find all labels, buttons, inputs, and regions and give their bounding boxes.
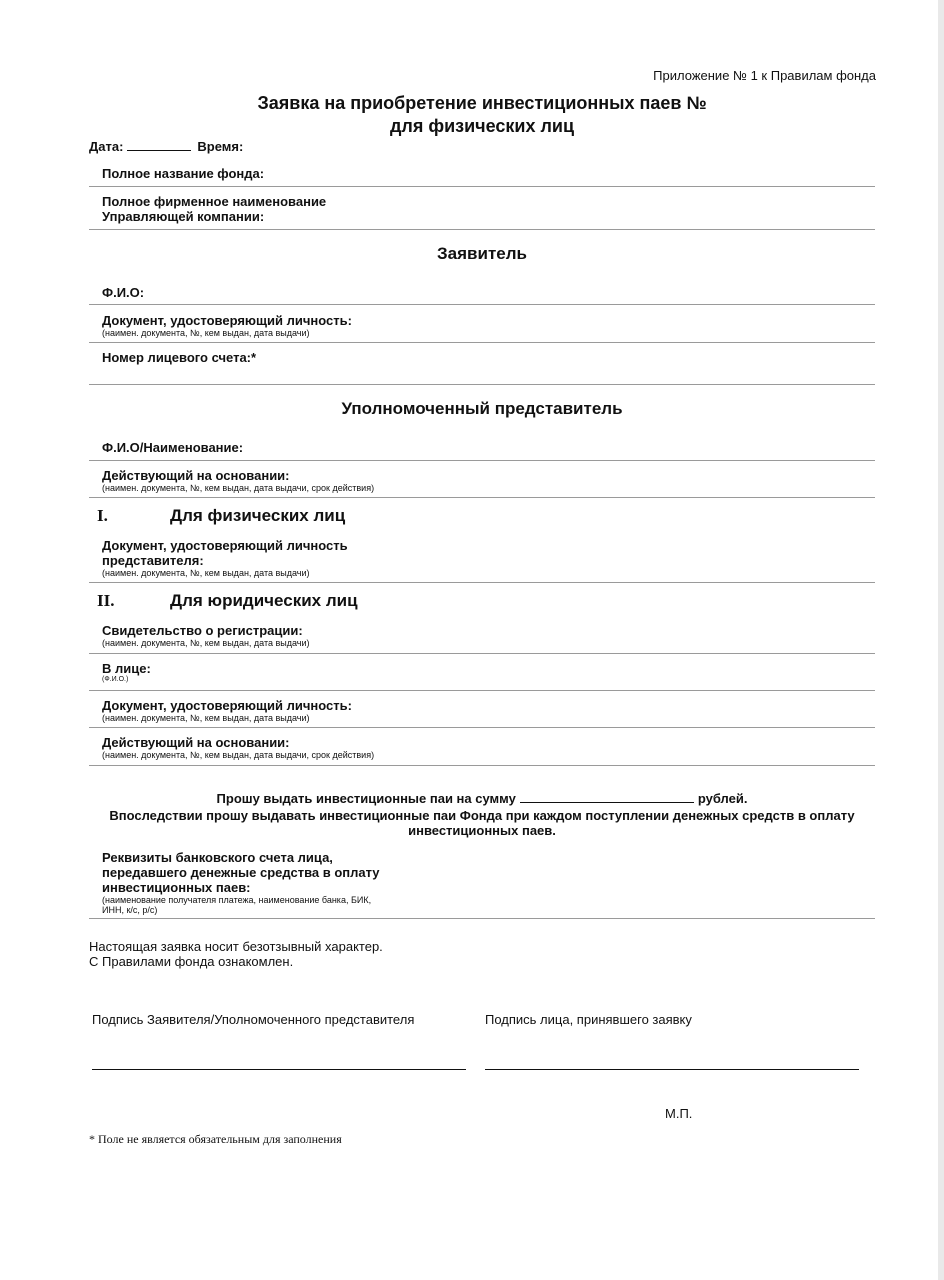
legal-id-doc-hint: (наимен. документа, №, кем выдан, дата выдачи) (102, 713, 310, 723)
page-edge (938, 0, 944, 1280)
bank-details-label-line1: Реквизиты банковского счета лица, (102, 850, 333, 865)
applicant-id-doc-label (102, 313, 352, 338)
registration-label (102, 623, 310, 648)
amount-request (90, 791, 874, 806)
in-person-hint: (Ф.И.О.) (102, 676, 129, 683)
time-label: Время: (197, 139, 244, 154)
applicant-id-doc-hint: (наимен. документа, №, кем выдан, дата выдачи) (102, 328, 310, 338)
date-time-row (89, 139, 243, 154)
legal-id-doc-label-text: Документ, удостоверяющий личность: (102, 698, 352, 713)
company-name-label (102, 194, 326, 224)
legal-basis-hint: (наимен. документа, №, кем выдан, дата выдачи, срок действия) (102, 750, 375, 760)
legal-id-doc-label (102, 698, 352, 723)
bank-details-field[interactable] (89, 918, 875, 919)
representative-basis-field[interactable] (89, 497, 875, 498)
legal-basis-label (102, 735, 374, 760)
statements (89, 939, 383, 969)
amount-input-line[interactable] (520, 791, 694, 803)
appendix-note: Приложение № 1 к Правилам фонда (653, 68, 876, 83)
receiver-signature-line[interactable] (485, 1069, 859, 1070)
legal-id-doc-field[interactable] (89, 727, 875, 728)
registration-hint: (наимен. документа, №, кем выдан, дата выдачи) (102, 638, 310, 648)
receiver-signature-label: Подпись лица, принявшего заявку (485, 1012, 692, 1027)
bank-details-label-line3: инвестиционных паев: (102, 880, 251, 895)
representative-basis-label-text: Действующий на основании: (102, 468, 290, 483)
applicant-fio-field[interactable] (89, 304, 875, 305)
individuals-heading: Для физических лиц (170, 506, 346, 525)
representative-id-doc-hint: (наимен. документа, №, кем выдан, дата выдачи) (102, 568, 310, 578)
date-label: Дата: (89, 139, 124, 154)
bank-details-label (102, 850, 380, 915)
fund-name-label: Полное название фонда: (102, 166, 265, 181)
amount-request-prefix: Прошу выдать инвестиционные паи на сумму (216, 791, 516, 806)
footnote: * Поле не является обязательным для заполнения (89, 1132, 342, 1146)
stamp-place: М.П. (665, 1106, 693, 1121)
applicant-signature-label: Подпись Заявителя/Уполномоченного представителя (92, 1012, 415, 1027)
representative-id-doc-label-line1: Документ, удостоверяющий личность (102, 538, 348, 553)
legal-basis-field[interactable] (89, 765, 875, 766)
representative-basis-hint: (наимен. документа, №, кем выдан, дата выдачи, срок действия) (102, 483, 375, 493)
representative-basis-label (102, 468, 374, 493)
section-numeral-i: I. (97, 506, 108, 525)
representative-fio-label: Ф.И.О/Наименование: (102, 440, 244, 455)
representative-id-doc-label-line2: представителя: (102, 553, 204, 568)
company-name-field[interactable] (89, 229, 875, 230)
bank-details-hint-line1: (наименование получателя платежа, наименование банка, БИК, (102, 895, 372, 905)
registration-label-text: Свидетельство о регистрации: (102, 623, 303, 638)
in-person-label (102, 661, 151, 684)
subsequent-request-line2: инвестиционных паев. (408, 823, 556, 838)
legal-basis-label-text: Действующий на основании: (102, 735, 290, 750)
in-person-field[interactable] (89, 690, 875, 691)
representative-fio-field[interactable] (89, 460, 875, 461)
account-number-field[interactable] (89, 384, 875, 385)
registration-field[interactable] (89, 653, 875, 654)
applicant-heading: Заявитель (437, 244, 527, 263)
representative-heading: Уполномоченный представитель (341, 399, 623, 418)
applicant-id-doc-label-text: Документ, удостоверяющий личность: (102, 313, 352, 328)
form-title-line2: для физических лиц (389, 116, 575, 136)
company-name-label-line1: Полное фирменное наименование (102, 194, 327, 209)
bank-details-label-line2: передавшего денежные средства в оплату (102, 865, 380, 880)
rules-acknowledgement: С Правилами фонда ознакомлен. (89, 954, 294, 969)
applicant-signature-line[interactable] (92, 1069, 466, 1070)
account-number-label: Номер лицевого счета:* (102, 350, 257, 365)
subsequent-request-line1: Впоследствии прошу выдавать инвестиционные паи Фонда при каждом поступлении денежных средств в оплату (109, 808, 855, 823)
fund-name-field[interactable] (89, 186, 875, 187)
applicant-fio-label: Ф.И.О: (102, 285, 145, 300)
date-input-line[interactable] (127, 139, 191, 151)
bank-details-hint-line2: ИНН, к/с, р/с) (102, 905, 158, 915)
amount-request-suffix: рублей. (697, 791, 748, 806)
representative-id-doc-field[interactable] (89, 582, 875, 583)
irrevocable-statement: Настоящая заявка носит безотзывный характер. (89, 939, 383, 954)
in-person-label-text: В лице: (102, 661, 151, 676)
form-title-line1: Заявка на приобретение инвестиционных паев № (257, 93, 707, 113)
legal-entities-heading: Для юридических лиц (170, 591, 358, 610)
applicant-id-doc-field[interactable] (89, 342, 875, 343)
company-name-label-line2: Управляющей компании: (102, 209, 265, 224)
representative-id-doc-label (102, 538, 348, 578)
section-numeral-ii: II. (97, 591, 115, 610)
